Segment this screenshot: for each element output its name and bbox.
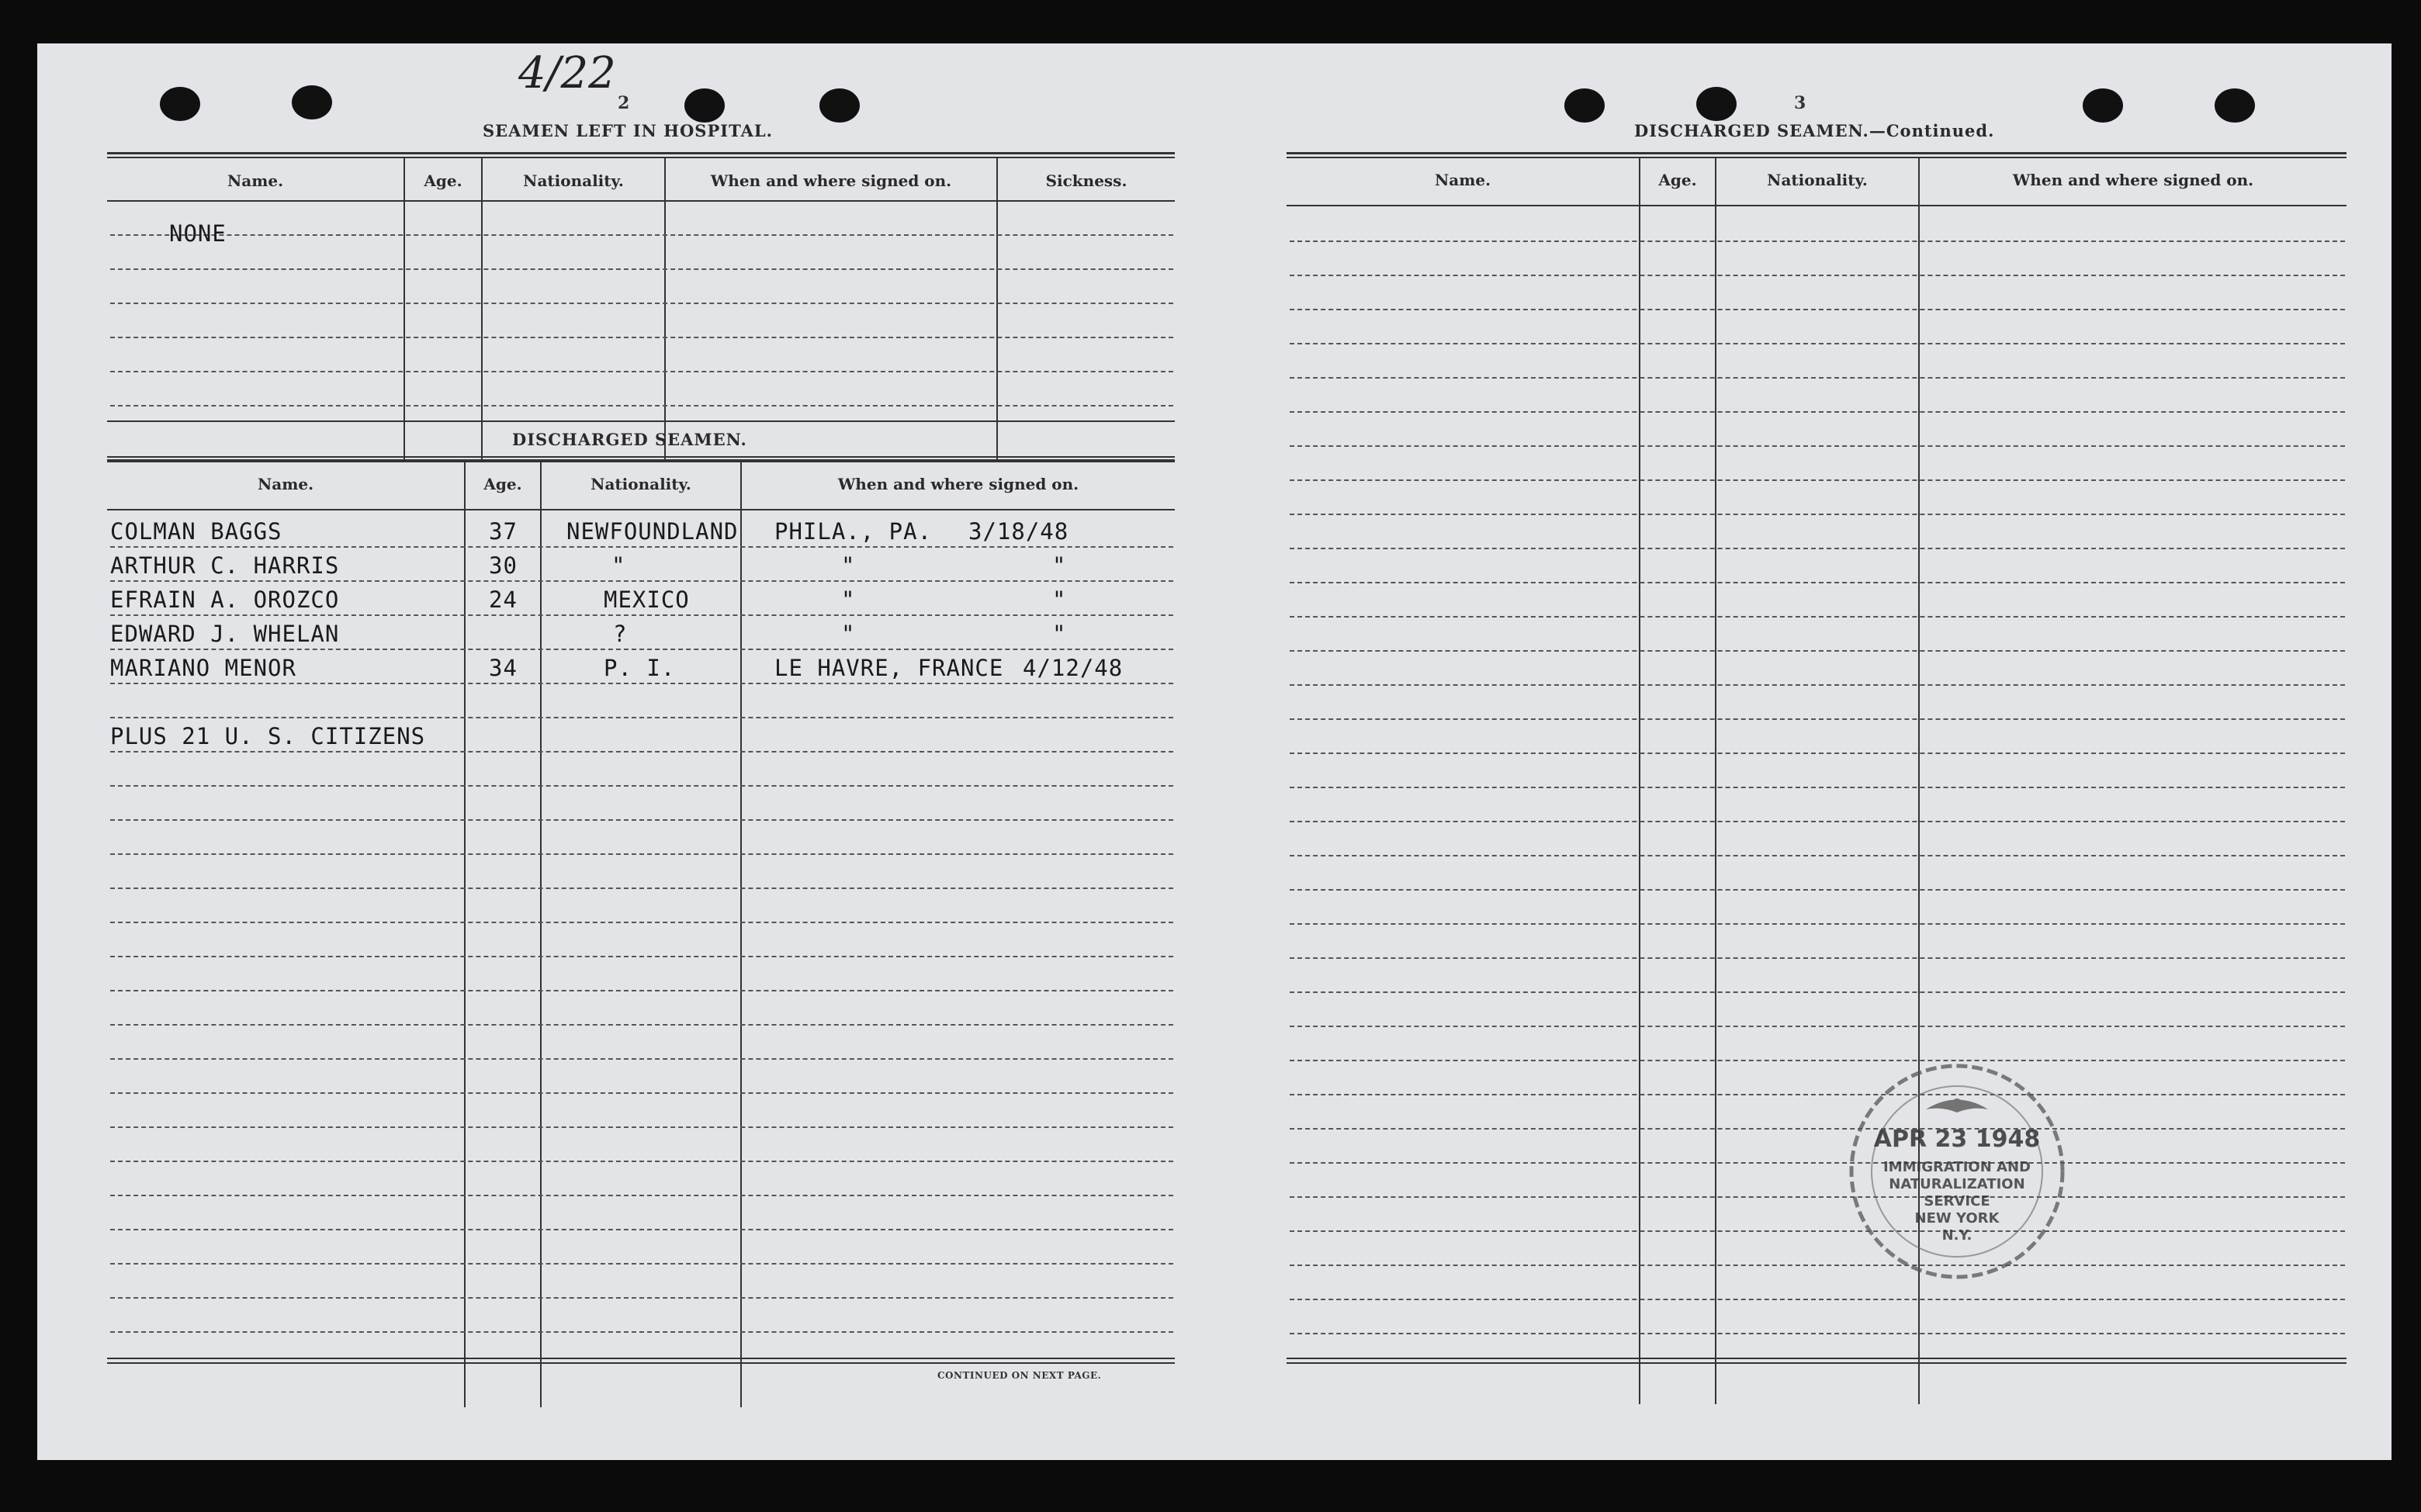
ruled-line (110, 1092, 1173, 1094)
hospital-col-age: Age. (424, 171, 462, 190)
punch-hole (292, 85, 332, 119)
ruled-line (1290, 1162, 2345, 1164)
ruled-line (1290, 1333, 2345, 1334)
ruled-line (110, 649, 1173, 650)
seaman-name: EDWARD J. WHELAN (110, 621, 340, 647)
hospital-col-nationality: Nationality. (523, 171, 624, 190)
punch-hole (1564, 88, 1605, 123)
punch-hole (1696, 87, 1737, 121)
ruled-line (1290, 753, 2345, 754)
hospital-entry: NONE (169, 220, 227, 247)
ruled-line (1290, 1094, 2345, 1095)
hospital-col-sickness: Sickness. (1045, 171, 1127, 190)
rule (107, 1358, 1175, 1359)
ruled-line (110, 1058, 1173, 1060)
rule (107, 157, 1175, 158)
ruled-line (1290, 684, 2345, 686)
right-col-age: Age. (1658, 171, 1697, 189)
ruled-line (1290, 855, 2345, 856)
ruled-line (1290, 889, 2345, 891)
ruled-line (1290, 582, 2345, 583)
stamp-date: APR 23 1948 (1873, 1126, 2041, 1153)
ruled-line (110, 717, 1173, 718)
ruled-line (110, 546, 1173, 548)
ruled-line (1290, 821, 2345, 822)
ruled-line (110, 819, 1173, 821)
ruled-line (110, 683, 1173, 684)
rule (107, 459, 1175, 461)
continued-note: CONTINUED ON NEXT PAGE. (937, 1370, 1102, 1381)
ruled-line (110, 785, 1173, 787)
ruled-line (110, 580, 1173, 582)
ruled-line (1290, 514, 2345, 515)
seaman-date: " (1052, 552, 1067, 579)
seaman-place: LE HAVRE, FRANCE (774, 655, 1004, 681)
immigration-stamp (1833, 1055, 2081, 1288)
stamp-line: SERVICE (1924, 1193, 1990, 1209)
seaman-place: " (841, 552, 856, 579)
ruled-line (1290, 309, 2345, 310)
ruled-line (1290, 240, 2345, 242)
discharged-col-signed-on: When and where signed on. (837, 475, 1079, 493)
seaman-place: PHILA., PA. (774, 518, 933, 545)
discharged-col-nationality: Nationality. (591, 475, 691, 493)
rule (107, 456, 1175, 458)
ruled-line (1290, 923, 2345, 925)
seaman-name: PLUS 21 U. S. CITIZENS (110, 723, 426, 749)
seaman-date: 3/18/48 (968, 518, 1069, 545)
ruled-line (110, 405, 1173, 407)
ruled-line (110, 268, 1173, 270)
rule (107, 200, 1175, 202)
ruled-line (1290, 445, 2345, 447)
seaman-date: " (1052, 621, 1067, 647)
ruled-line (110, 1297, 1173, 1299)
stamp-line: IMMIGRATION AND (1883, 1159, 2031, 1175)
eagle-icon (1926, 1099, 1988, 1112)
ruled-line (110, 371, 1173, 372)
stamp-line: NATURALIZATION (1889, 1176, 2025, 1192)
rule (107, 461, 1175, 462)
column-separator (996, 158, 998, 462)
page-number-left: 2 (618, 93, 630, 113)
ruled-line (110, 853, 1173, 855)
ruled-line (110, 956, 1173, 957)
seaman-date: " (1052, 586, 1067, 613)
column-separator (740, 462, 742, 1407)
hospital-col-signed-on: When and where signed on. (710, 171, 952, 190)
rule (1287, 157, 2347, 158)
ruled-line (1290, 1265, 2345, 1266)
ruled-line (1290, 650, 2345, 652)
seaman-age: 24 (489, 586, 518, 613)
seaman-name: EFRAIN A. OROZCO (110, 586, 340, 613)
rule (1287, 1362, 2347, 1364)
ruled-line (1290, 787, 2345, 788)
ruled-line (1290, 479, 2345, 481)
rule (1287, 1358, 2347, 1359)
column-separator (481, 158, 483, 462)
punch-hole (684, 88, 725, 123)
ruled-line (1290, 1026, 2345, 1027)
ruled-line (110, 1195, 1173, 1196)
rule (107, 420, 1175, 422)
seaman-name: ARTHUR C. HARRIS (110, 552, 340, 579)
handwritten-annotation: 4/22 (518, 48, 616, 99)
column-separator (404, 158, 405, 462)
discharged-heading: DISCHARGED SEAMEN. (512, 430, 747, 449)
discharged-col-name: Name. (257, 475, 314, 493)
right-col-signed-on: When and where signed on. (2012, 171, 2254, 189)
ruled-line (1290, 991, 2345, 993)
ruled-line (110, 303, 1173, 304)
right-col-nationality: Nationality. (1767, 171, 1868, 189)
seaman-nationality: NEWFOUNDLAND (566, 518, 739, 545)
seaman-age: 30 (489, 552, 518, 579)
ruled-line (1290, 1128, 2345, 1130)
ruled-line (110, 614, 1173, 616)
rule (107, 1362, 1175, 1364)
ruled-line (1290, 1299, 2345, 1300)
punch-hole (2083, 88, 2123, 123)
column-separator (540, 462, 542, 1407)
hospital-col-name: Name. (227, 171, 284, 190)
seaman-nationality: " (611, 552, 626, 579)
punch-hole (2215, 88, 2255, 123)
ruled-line (110, 1263, 1173, 1265)
hospital-heading: SEAMEN LEFT IN HOSPITAL. (483, 121, 773, 140)
rule (1287, 205, 2347, 206)
punch-hole (819, 88, 860, 123)
ruled-line (110, 234, 1173, 236)
column-separator (464, 462, 466, 1407)
seaman-place: " (841, 621, 856, 647)
seaman-place: " (841, 586, 856, 613)
ruled-line (1290, 548, 2345, 549)
column-separator (664, 158, 666, 462)
seaman-nationality: P. I. (604, 655, 676, 681)
discharged-col-age: Age. (483, 475, 522, 493)
seaman-age: 37 (489, 518, 518, 545)
ruled-line (110, 1229, 1173, 1230)
rule (1287, 152, 2347, 154)
column-separator (1715, 158, 1716, 1404)
ruled-line (110, 1024, 1173, 1026)
punch-hole (160, 87, 200, 121)
ruled-line (1290, 1196, 2345, 1198)
stamp-line: NEW YORK (1914, 1210, 2000, 1227)
ruled-line (110, 887, 1173, 889)
page-number-right: 3 (1794, 93, 1806, 113)
seaman-name: MARIANO MENOR (110, 655, 296, 681)
seaman-name: COLMAN BAGGS (110, 518, 282, 545)
ruled-line (1290, 718, 2345, 720)
rule (107, 152, 1175, 154)
column-separator (1639, 158, 1640, 1404)
ruled-line (110, 337, 1173, 338)
ruled-line (1290, 377, 2345, 379)
ruled-line (110, 1126, 1173, 1128)
ruled-line (1290, 1060, 2345, 1061)
seaman-age: 34 (489, 655, 518, 681)
ruled-line (1290, 1230, 2345, 1232)
ruled-line (1290, 957, 2345, 959)
rule (107, 509, 1175, 510)
seaman-nationality: MEXICO (604, 586, 690, 613)
ruled-line (1290, 343, 2345, 344)
right-col-name: Name. (1434, 171, 1491, 189)
ruled-line (1290, 411, 2345, 413)
seaman-nationality: ? (613, 621, 628, 647)
ruled-line (110, 990, 1173, 991)
ruled-line (110, 922, 1173, 923)
discharged-continued-heading: DISCHARGED SEAMEN.—Continued. (1634, 121, 1995, 140)
ruled-line (110, 751, 1173, 753)
seaman-date: 4/12/48 (1023, 655, 1124, 681)
ruled-line (110, 1161, 1173, 1162)
ruled-line (1290, 275, 2345, 276)
ruled-line (110, 1331, 1173, 1333)
stamp-line: N.Y. (1941, 1227, 1972, 1244)
ruled-line (1290, 616, 2345, 618)
